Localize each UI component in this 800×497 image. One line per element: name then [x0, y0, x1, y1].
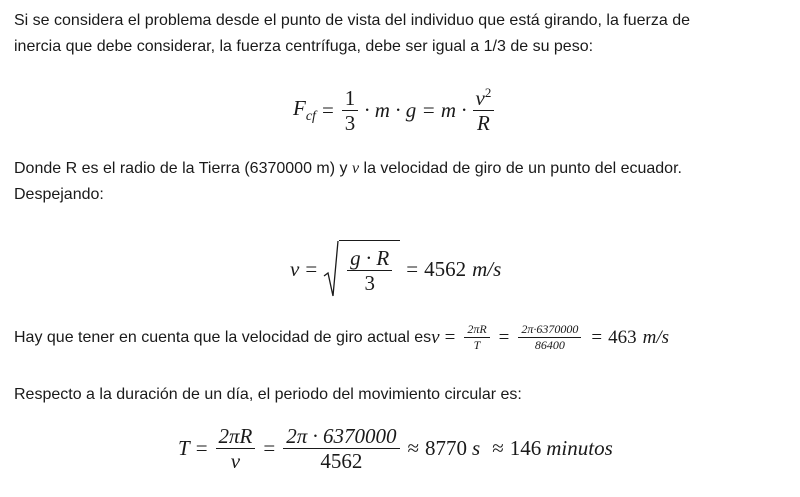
text-line: inercia que debe considerar, la fuerza centrífuga, debe ser igual a 1/3 de su peso:	[14, 38, 594, 55]
text-line: Respecto a la duración de un día, el periodo del movimiento circular es:	[14, 386, 522, 403]
radical-sign-icon	[323, 240, 339, 298]
eq-mid: · m · g = m ·	[364, 98, 467, 123]
fraction-numeric-day: $\frac{2\pi\cdot 6370000}{86400}$	[518, 322, 581, 353]
square-root	[323, 240, 400, 298]
equation-period: T = $\frac{2\pi R}{v}$ = $\frac{2\pi \cdot 6370000}{4562}$ ≈ 8770 s ≈ 146 minutos	[178, 424, 613, 474]
paragraph-actual-velocity: Hay que tener en cuenta que la velocidad de giro actual es v = $\frac{2\pi R}{T}$ = $\frac{2\pi\cdot 6370000}{86400}$ = 463 m/s	[14, 322, 670, 352]
equation-velocity: v = $\frac{g \cdot R}{3}$ = 4562 m/s	[290, 240, 501, 298]
fraction-2piR-over-T: $\frac{2\pi R}{T}$	[464, 322, 489, 353]
fraction-gR-over-3: $\frac{g \cdot R}{3}$	[347, 246, 392, 295]
paragraph-donde	[14, 156, 792, 208]
text-line: Despejando:	[14, 186, 104, 203]
fraction-v2-over-r: $\frac{v^2}{R}$	[473, 86, 495, 135]
paragraph-intro	[14, 8, 792, 60]
text-line: Donde R es el radio de la Tierra (6370000 m) y v la velocidad de giro de un punto del ecuador.	[14, 160, 682, 177]
paragraph-period	[14, 382, 792, 408]
equation-centrifugal-force	[293, 86, 496, 135]
fraction-2piR-over-v: $\frac{2\pi R}{v}$	[216, 424, 256, 473]
equals-sign: =	[321, 98, 334, 123]
eq-lhs: $F_{cf}$	[293, 96, 316, 125]
text-line: Si se considera el problema desde el punto de vista del individuo que está girando, la fuerza de	[14, 12, 690, 29]
fraction-numeric-period: $\frac{2\pi \cdot 6370000}{4562}$	[283, 424, 399, 473]
fraction-one-third: $\frac{1}{3}$	[342, 86, 359, 135]
